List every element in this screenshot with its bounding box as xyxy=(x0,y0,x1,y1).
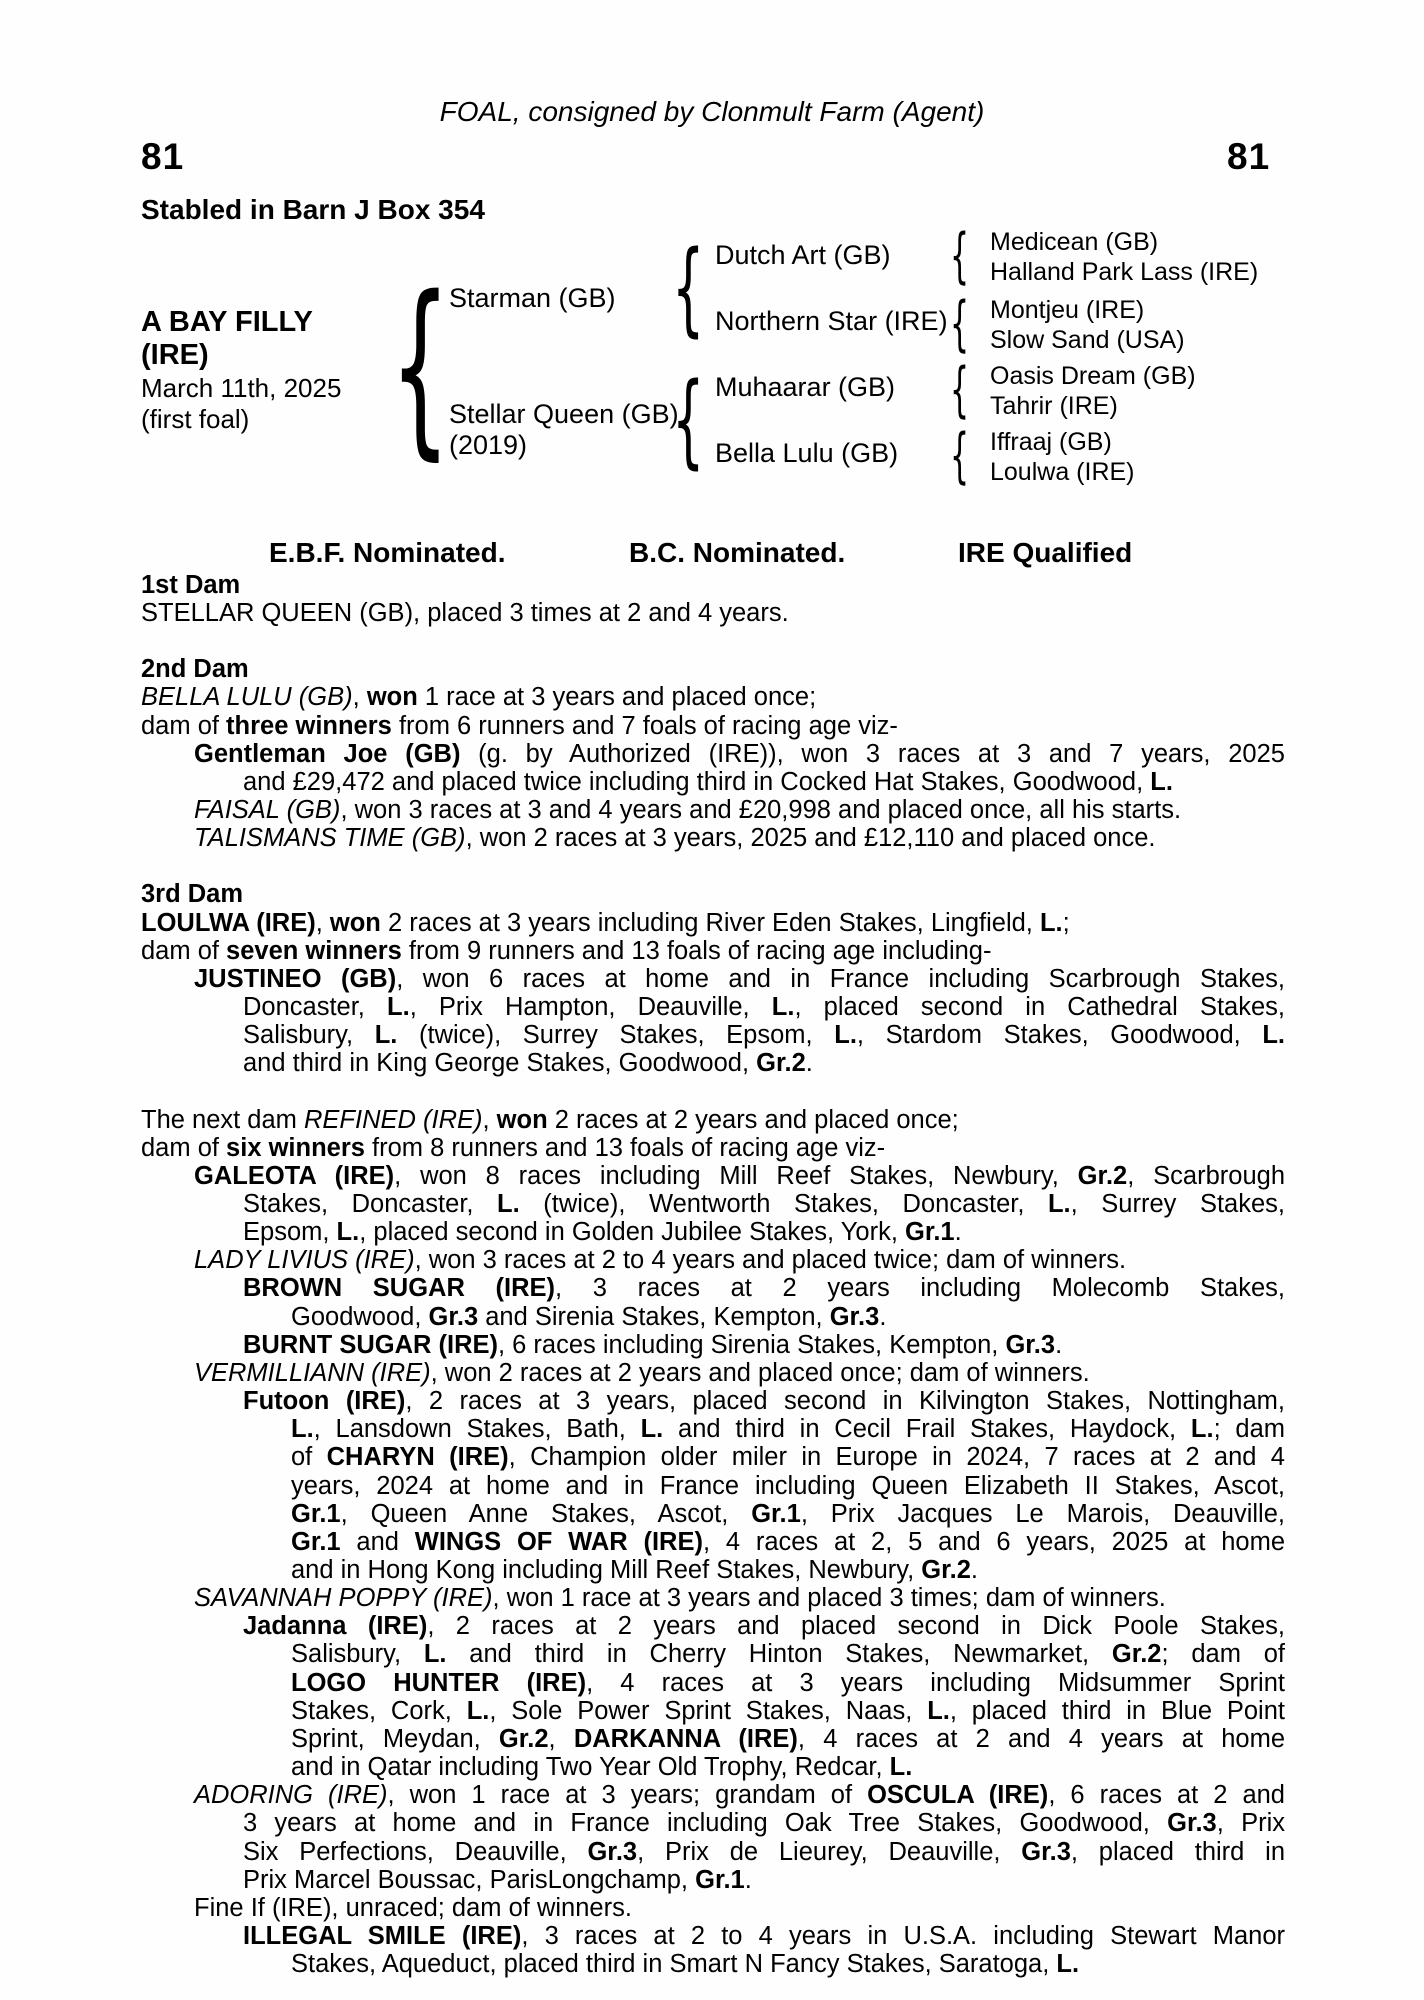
body-line xyxy=(141,1922,1285,1950)
body-line-segment: L. xyxy=(771,993,795,1022)
body-line-segment: BROWN SUGAR (IRE) xyxy=(243,1274,556,1303)
body-line-segment: Gentleman Joe (GB) xyxy=(194,739,461,768)
body-line xyxy=(141,1162,1285,1190)
body-line-segment: , Scarbrough xyxy=(1127,1161,1285,1190)
body-line-segment: Gr.3 xyxy=(1005,1330,1056,1359)
body-line-segment: . xyxy=(805,1049,813,1078)
body-line xyxy=(141,1950,1285,1978)
body-line-segment: L. xyxy=(1150,767,1173,796)
body-line-segment: (twice), Wentworth Stakes, Doncaster, xyxy=(519,1189,1048,1218)
body-line xyxy=(141,1106,1285,1134)
body-line-segment: , won 8 races including Mill Reef Stakes, Newbury, xyxy=(394,1161,1078,1190)
ebf-nominated-label: E.B.F. Nominated. xyxy=(269,537,506,568)
body-line-segment: L. xyxy=(1262,1021,1286,1050)
body-line-segment: (g. by Authorized (IRE)), won 3 races at 3 and 7 years, 2025 xyxy=(460,739,1285,768)
page-title: FOAL, consigned by Clonmult Farm (Agent) xyxy=(439,96,985,127)
body-line xyxy=(141,1472,1285,1500)
body-line-segment: and xyxy=(340,1527,415,1556)
body-line xyxy=(141,1528,1285,1556)
body-line-segment: , 2 races at 2 years and placed second in Dick Poole Stakes, xyxy=(427,1612,1285,1641)
body-line-segment: , 4 races at 2, 5 and 6 years, 2025 at home xyxy=(702,1527,1286,1556)
body-line-segment: . xyxy=(744,1865,752,1894)
body-line-segment: Stakes, Aqueduct, placed third in Smart N Fancy Stakes, Saratoga, xyxy=(291,1950,1057,1979)
body-line-segment: , Prix Hampton, Deauville, xyxy=(409,993,772,1022)
body-line-segment: L. xyxy=(466,1696,490,1725)
body-line-segment: The next dam xyxy=(141,1105,304,1134)
body-line-segment: Futoon (IRE) xyxy=(243,1387,406,1416)
body-line-segment: , 4 races at 3 years including Midsummer Sprint xyxy=(586,1668,1285,1697)
stabled-location: Stabled in Barn J Box 354 xyxy=(141,194,485,225)
sire-name: Starman (GB) xyxy=(449,283,616,313)
body-line-segment: and in Qatar including Two Year Old Trophy, Redcar, xyxy=(291,1753,890,1782)
body-line-segment: REFINED (IRE) xyxy=(304,1105,483,1134)
body-line-segment: L. xyxy=(1039,908,1063,937)
body-line-segment: BURNT SUGAR (IRE) xyxy=(243,1330,498,1359)
body-line-segment: L. xyxy=(497,1189,520,1218)
body-line-segment: Gr.2 xyxy=(1111,1640,1162,1669)
dam-name: Stellar Queen (GB) xyxy=(449,399,679,429)
gen3-dam-dam: Bella Lulu (GB) xyxy=(715,438,899,468)
subject-foaling-date: March 11th, 2025 xyxy=(141,373,342,403)
body-line-segment: , 6 races including Sirenia Stakes, Kempton, xyxy=(498,1330,1006,1359)
body-line-segment: , xyxy=(315,908,330,937)
body-line xyxy=(141,1697,1285,1725)
paragraph-gap xyxy=(141,852,1285,880)
body-line-segment: , xyxy=(482,1105,497,1134)
body-line xyxy=(141,1725,1285,1753)
body-line xyxy=(141,1331,1285,1359)
body-line-segment: Gr.2 xyxy=(921,1556,971,1584)
body-line xyxy=(141,1443,1285,1471)
gen4-name: Iffraaj (GB) xyxy=(990,428,1112,456)
body-line-segment: , Champion older miler in Europe in 2024, 7 races at 2 and 4 xyxy=(508,1443,1285,1472)
body-line-segment: from 8 runners and 13 foals of racing age viz- xyxy=(364,1133,886,1162)
body-line-segment: 3 years at home and in France including Oak Tree Stakes, Goodwood, xyxy=(243,1809,1168,1838)
gen4-name: Tahrir (IRE) xyxy=(990,392,1118,420)
body-line-segment: Gr.1 xyxy=(291,1499,341,1528)
body-line-segment: OSCULA (IRE) xyxy=(867,1781,1049,1810)
body-line-segment: seven winners xyxy=(226,936,402,965)
body-line-segment: , 2 races at 3 years, placed second in Kilvington Stakes, Nottingham, xyxy=(405,1387,1285,1416)
body-line-segment: GALEOTA (IRE) xyxy=(194,1161,395,1190)
body-line-segment: , 4 races at 2 and 4 years at home xyxy=(797,1724,1285,1753)
body-line-segment: Fine If (IRE), unraced; dam of winners. xyxy=(194,1893,632,1922)
body-line xyxy=(141,1781,1285,1809)
body-line-segment: ; dam of xyxy=(1161,1640,1285,1669)
body-line-segment: Gr.2 xyxy=(498,1724,549,1753)
gen3-dam-sire: Muhaarar (GB) xyxy=(715,372,896,402)
body-line-segment: L. xyxy=(1047,1189,1071,1218)
lot-number-right: 81 xyxy=(1227,136,1271,177)
body-line-segment: won xyxy=(496,1105,548,1134)
body-line-segment: , xyxy=(548,1724,574,1753)
body-line xyxy=(141,1753,1285,1781)
body-line-segment: Gr.1 xyxy=(751,1499,801,1528)
body-line-segment: from 9 runners and 13 foals of racing age including- xyxy=(401,936,992,965)
body-line xyxy=(141,796,1285,824)
section-heading: 2nd Dam xyxy=(141,655,249,684)
body-line-segment: L. xyxy=(1056,1950,1080,1979)
body-line-segment: L. xyxy=(387,993,410,1022)
body-line-segment: , won 3 races at 3 and 4 years and £20,998 and placed once, all his starts. xyxy=(340,796,1182,825)
ire-qualified-label: IRE Qualified xyxy=(958,537,1133,568)
body-line-segment: Gr.3 xyxy=(587,1837,638,1866)
lot-number-left: 81 xyxy=(141,136,185,177)
body-line-segment: Stakes, Cork, xyxy=(291,1696,467,1725)
body-line xyxy=(141,1838,1285,1866)
body-line-segment: , Prix xyxy=(1216,1809,1285,1838)
body-line-segment: Goodwood, xyxy=(291,1302,429,1331)
body-line-segment: , xyxy=(352,683,367,712)
body-line-segment: L. xyxy=(1190,1415,1214,1444)
body-line-segment: CHARYN (IRE) xyxy=(326,1443,509,1472)
body-line-segment: , 3 races at 2 years including Molecomb Stakes, xyxy=(555,1274,1285,1303)
body-line xyxy=(141,1584,1285,1612)
body-line-segment: L. xyxy=(291,1415,314,1444)
body-line-segment: Sprint, Meydan, xyxy=(291,1724,499,1753)
gen3-sire-sire: Dutch Art (GB) xyxy=(715,240,891,270)
body-line-segment: dam of xyxy=(141,936,227,965)
section-heading: 3rd Dam xyxy=(141,880,244,909)
body-line xyxy=(141,599,1285,627)
gen4-name: Slow Sand (USA) xyxy=(990,326,1185,354)
body-line-segment: of xyxy=(291,1443,327,1472)
body-line-segment: , placed second in Cathedral Stakes, xyxy=(794,993,1285,1022)
body-line-segment: ; xyxy=(1062,908,1070,937)
body-line-segment: , Surrey Stakes, xyxy=(1070,1189,1285,1218)
subject-note: (first foal) xyxy=(141,404,250,434)
body-line xyxy=(141,683,1285,711)
body-line xyxy=(141,1021,1285,1049)
body-line-segment: (twice), Surrey Stakes, Epsom, xyxy=(397,1021,835,1050)
body-line-segment: Prix Marcel Boussac, ParisLongchamp, xyxy=(243,1865,696,1894)
body-line-segment: Gr.2 xyxy=(756,1049,806,1078)
body-line-segment: , Stardom Stakes, Goodwood, xyxy=(856,1021,1263,1050)
body-line xyxy=(141,1303,1285,1331)
dam-year: (2019) xyxy=(449,430,528,460)
body-line xyxy=(141,1640,1285,1668)
paragraph-gap xyxy=(141,1078,1285,1106)
gen4-name: Montjeu (IRE) xyxy=(990,296,1145,324)
pedigree-brace-g4-3: { xyxy=(950,355,970,425)
body-line xyxy=(141,993,1285,1021)
body-line-segment: won xyxy=(329,908,381,937)
body-line-segment: Doncaster, xyxy=(243,993,388,1022)
body-line-segment: ILLEGAL SMILE (IRE) xyxy=(243,1922,522,1951)
body-line xyxy=(141,1246,1285,1274)
body-line-segment: and Sirenia Stakes, Kempton, xyxy=(478,1302,830,1331)
body-line-segment: BELLA LULU (GB) xyxy=(141,683,353,712)
subject-suffix: (IRE) xyxy=(141,339,209,371)
section-heading: 1st Dam xyxy=(141,571,241,599)
body-line-segment: Stakes, Doncaster, xyxy=(243,1189,498,1218)
body-line xyxy=(141,824,1285,852)
body-line xyxy=(141,1274,1285,1302)
body-line xyxy=(141,1866,1285,1894)
body-line xyxy=(141,965,1285,993)
body-line xyxy=(141,1190,1285,1218)
body-line-segment: . xyxy=(954,1218,962,1247)
body-line-segment: LADY LIVIUS (IRE) xyxy=(194,1246,415,1275)
body-line xyxy=(141,1415,1285,1443)
body-line-segment: L. xyxy=(374,1021,398,1050)
body-line-segment: and in Hong Kong including Mill Reef Stakes, Newbury, xyxy=(291,1556,922,1584)
body-line-segment: . xyxy=(970,1556,978,1584)
body-line-segment: Gr.1 xyxy=(905,1218,955,1247)
gen4-name: Oasis Dream (GB) xyxy=(990,362,1196,390)
body-line-segment: LOULWA (IRE) xyxy=(141,908,316,937)
body-line xyxy=(141,1556,1285,1584)
body-line-segment: , placed third in xyxy=(1070,1837,1285,1866)
body-line-segment: ; dam xyxy=(1213,1415,1286,1444)
body-line-segment: Gr.3 xyxy=(1021,1837,1071,1866)
body-line-segment: FAISAL (GB) xyxy=(194,796,341,825)
body-line xyxy=(141,740,1285,768)
body-line-segment: , won 2 races at 2 years and placed once; dam of winners. xyxy=(430,1358,1090,1387)
body-line-segment: L. xyxy=(889,1753,913,1782)
body-line-segment: and third in Cherry Hinton Stakes, Newmarket, xyxy=(446,1640,1112,1669)
body-line xyxy=(141,1218,1285,1246)
body-line-segment: , won 1 race at 3 years; grandam of xyxy=(387,1781,868,1810)
body-line-segment: 2 races at 3 years including River Eden Stakes, Lingfield, xyxy=(380,908,1040,937)
body-line xyxy=(141,1500,1285,1528)
body-line xyxy=(141,1134,1285,1162)
body-line-segment: L. xyxy=(336,1218,360,1247)
body-line-segment: , won 6 races at home and in France including Scarbrough Stakes, xyxy=(396,964,1285,993)
body-line-segment: years, 2024 at home and in France including Queen Elizabeth II Stakes, Ascot, xyxy=(291,1471,1285,1500)
body-line-segment: three winners xyxy=(226,711,392,740)
body-line xyxy=(141,1049,1285,1077)
body-line-segment: Gr.3 xyxy=(829,1302,880,1331)
body-line-segment: dam of xyxy=(141,1133,227,1162)
body-line-segment: ADORING (IRE) xyxy=(194,1781,388,1810)
body-line-segment: Gr.3 xyxy=(428,1302,479,1331)
body-line-segment: L. xyxy=(640,1415,664,1444)
gen4-name: Medicean (GB) xyxy=(990,228,1159,256)
body-line-segment: 1 race at 3 years and placed once; xyxy=(417,683,817,712)
body-line xyxy=(141,937,1285,965)
body-line-segment: Gr.1 xyxy=(291,1527,341,1556)
body-text xyxy=(141,571,1285,1978)
gen3-sire-dam: Northern Star (IRE) xyxy=(715,306,948,336)
body-line-segment: Gr.1 xyxy=(695,1865,745,1894)
body-line-segment: , Prix Jacques Le Marois, Deauville, xyxy=(800,1499,1285,1528)
body-line-segment: Gr.2 xyxy=(1077,1161,1128,1190)
body-line-segment: . xyxy=(879,1302,887,1331)
body-line xyxy=(141,1359,1285,1387)
body-line-segment: dam of xyxy=(141,711,227,740)
body-line-segment: , Queen Anne Stakes, Ascot, xyxy=(340,1499,752,1528)
bc-nominated-label: B.C. Nominated. xyxy=(629,537,846,568)
gen4-name: Loulwa (IRE) xyxy=(990,458,1135,486)
pedigree-brace-main: { xyxy=(390,256,451,477)
body-line-segment: , 3 races at 2 to 4 years in U.S.A. including Stewart Manor xyxy=(521,1922,1285,1951)
body-line xyxy=(141,768,1285,796)
body-line xyxy=(141,1387,1285,1415)
body-line-segment: , placed third in Blue Point xyxy=(949,1696,1285,1725)
body-line-segment: L. xyxy=(927,1696,950,1725)
body-line-segment: LOGO HUNTER (IRE) xyxy=(291,1668,587,1697)
body-line-segment: TALISMANS TIME (GB) xyxy=(194,824,466,853)
body-line-segment: Six Perfections, Deauville, xyxy=(243,1837,588,1866)
pedigree-brace-g4-4: { xyxy=(950,421,970,491)
body-line xyxy=(141,712,1285,740)
body-line-segment: and £29,472 and placed twice including third in Cocked Hat Stakes, Goodwood, xyxy=(243,767,1151,796)
body-line-segment: and third in King George Stakes, Goodwood, xyxy=(243,1049,757,1078)
body-line-segment: L. xyxy=(423,1640,447,1669)
body-line-segment: DARKANNA (IRE) xyxy=(573,1724,798,1753)
body-line-segment: , won 1 race at 3 years and placed 3 times; dam of winners. xyxy=(492,1584,1166,1613)
body-line-segment: . xyxy=(1055,1330,1063,1359)
body-line-segment: SAVANNAH POPPY (IRE) xyxy=(194,1584,493,1613)
gen4-name: Halland Park Lass (IRE) xyxy=(990,258,1259,286)
body-line-segment: Gr.3 xyxy=(1167,1809,1217,1838)
body-line-segment: , Sole Power Sprint Stakes, Naas, xyxy=(489,1696,928,1725)
body-line-segment: STELLAR QUEEN (GB), placed 3 times at 2 and 4 years. xyxy=(141,599,789,628)
body-line-segment: , Lansdown Stakes, Bath, xyxy=(313,1415,641,1444)
pedigree-brace-dam: { xyxy=(672,361,705,480)
body-line-segment: L. xyxy=(834,1021,857,1050)
paragraph-gap xyxy=(141,627,1285,655)
body-line-segment: Salisbury, xyxy=(243,1021,375,1050)
pedigree-brace-g4-2: { xyxy=(950,289,970,359)
body-line-segment: , won 2 races at 3 years, 2025 and £12,110 and placed once. xyxy=(465,824,1156,853)
body-line-segment: from 6 runners and 7 foals of racing age viz- xyxy=(391,711,898,740)
body-line-segment: , 6 races at 2 and xyxy=(1048,1781,1285,1810)
pedigree-brace-g4-1: { xyxy=(950,221,970,291)
body-line-segment: WINGS OF WAR (IRE) xyxy=(414,1527,703,1556)
body-line-segment: Epsom, xyxy=(243,1218,337,1247)
body-line xyxy=(141,1894,1285,1922)
body-line-segment: VERMILLIANN (IRE) xyxy=(194,1358,431,1387)
body-line-segment: six winners xyxy=(226,1133,365,1162)
pedigree-brace-sire: { xyxy=(672,229,705,348)
body-line-segment: JUSTINEO (GB) xyxy=(194,964,397,993)
body-line xyxy=(141,1612,1285,1640)
body-line-segment: won xyxy=(366,683,418,712)
body-line-segment: , Prix de Lieurey, Deauville, xyxy=(637,1837,1022,1866)
body-line xyxy=(141,1809,1285,1837)
body-line xyxy=(141,1669,1285,1697)
body-line xyxy=(141,909,1285,937)
body-line-segment: Jadanna (IRE) xyxy=(243,1612,428,1641)
subject-name: A BAY FILLY xyxy=(141,306,313,338)
body-line-segment: , placed second in Golden Jubilee Stakes, York, xyxy=(359,1218,905,1247)
body-line-segment: , won 3 races at 2 to 4 years and placed twice; dam of winners. xyxy=(414,1246,1127,1275)
body-line-segment: and third in Cecil Frail Stakes, Haydock, xyxy=(663,1415,1191,1444)
body-line-segment: 2 races at 2 years and placed once; xyxy=(547,1105,959,1134)
body-line-segment: Salisbury, xyxy=(291,1640,424,1669)
